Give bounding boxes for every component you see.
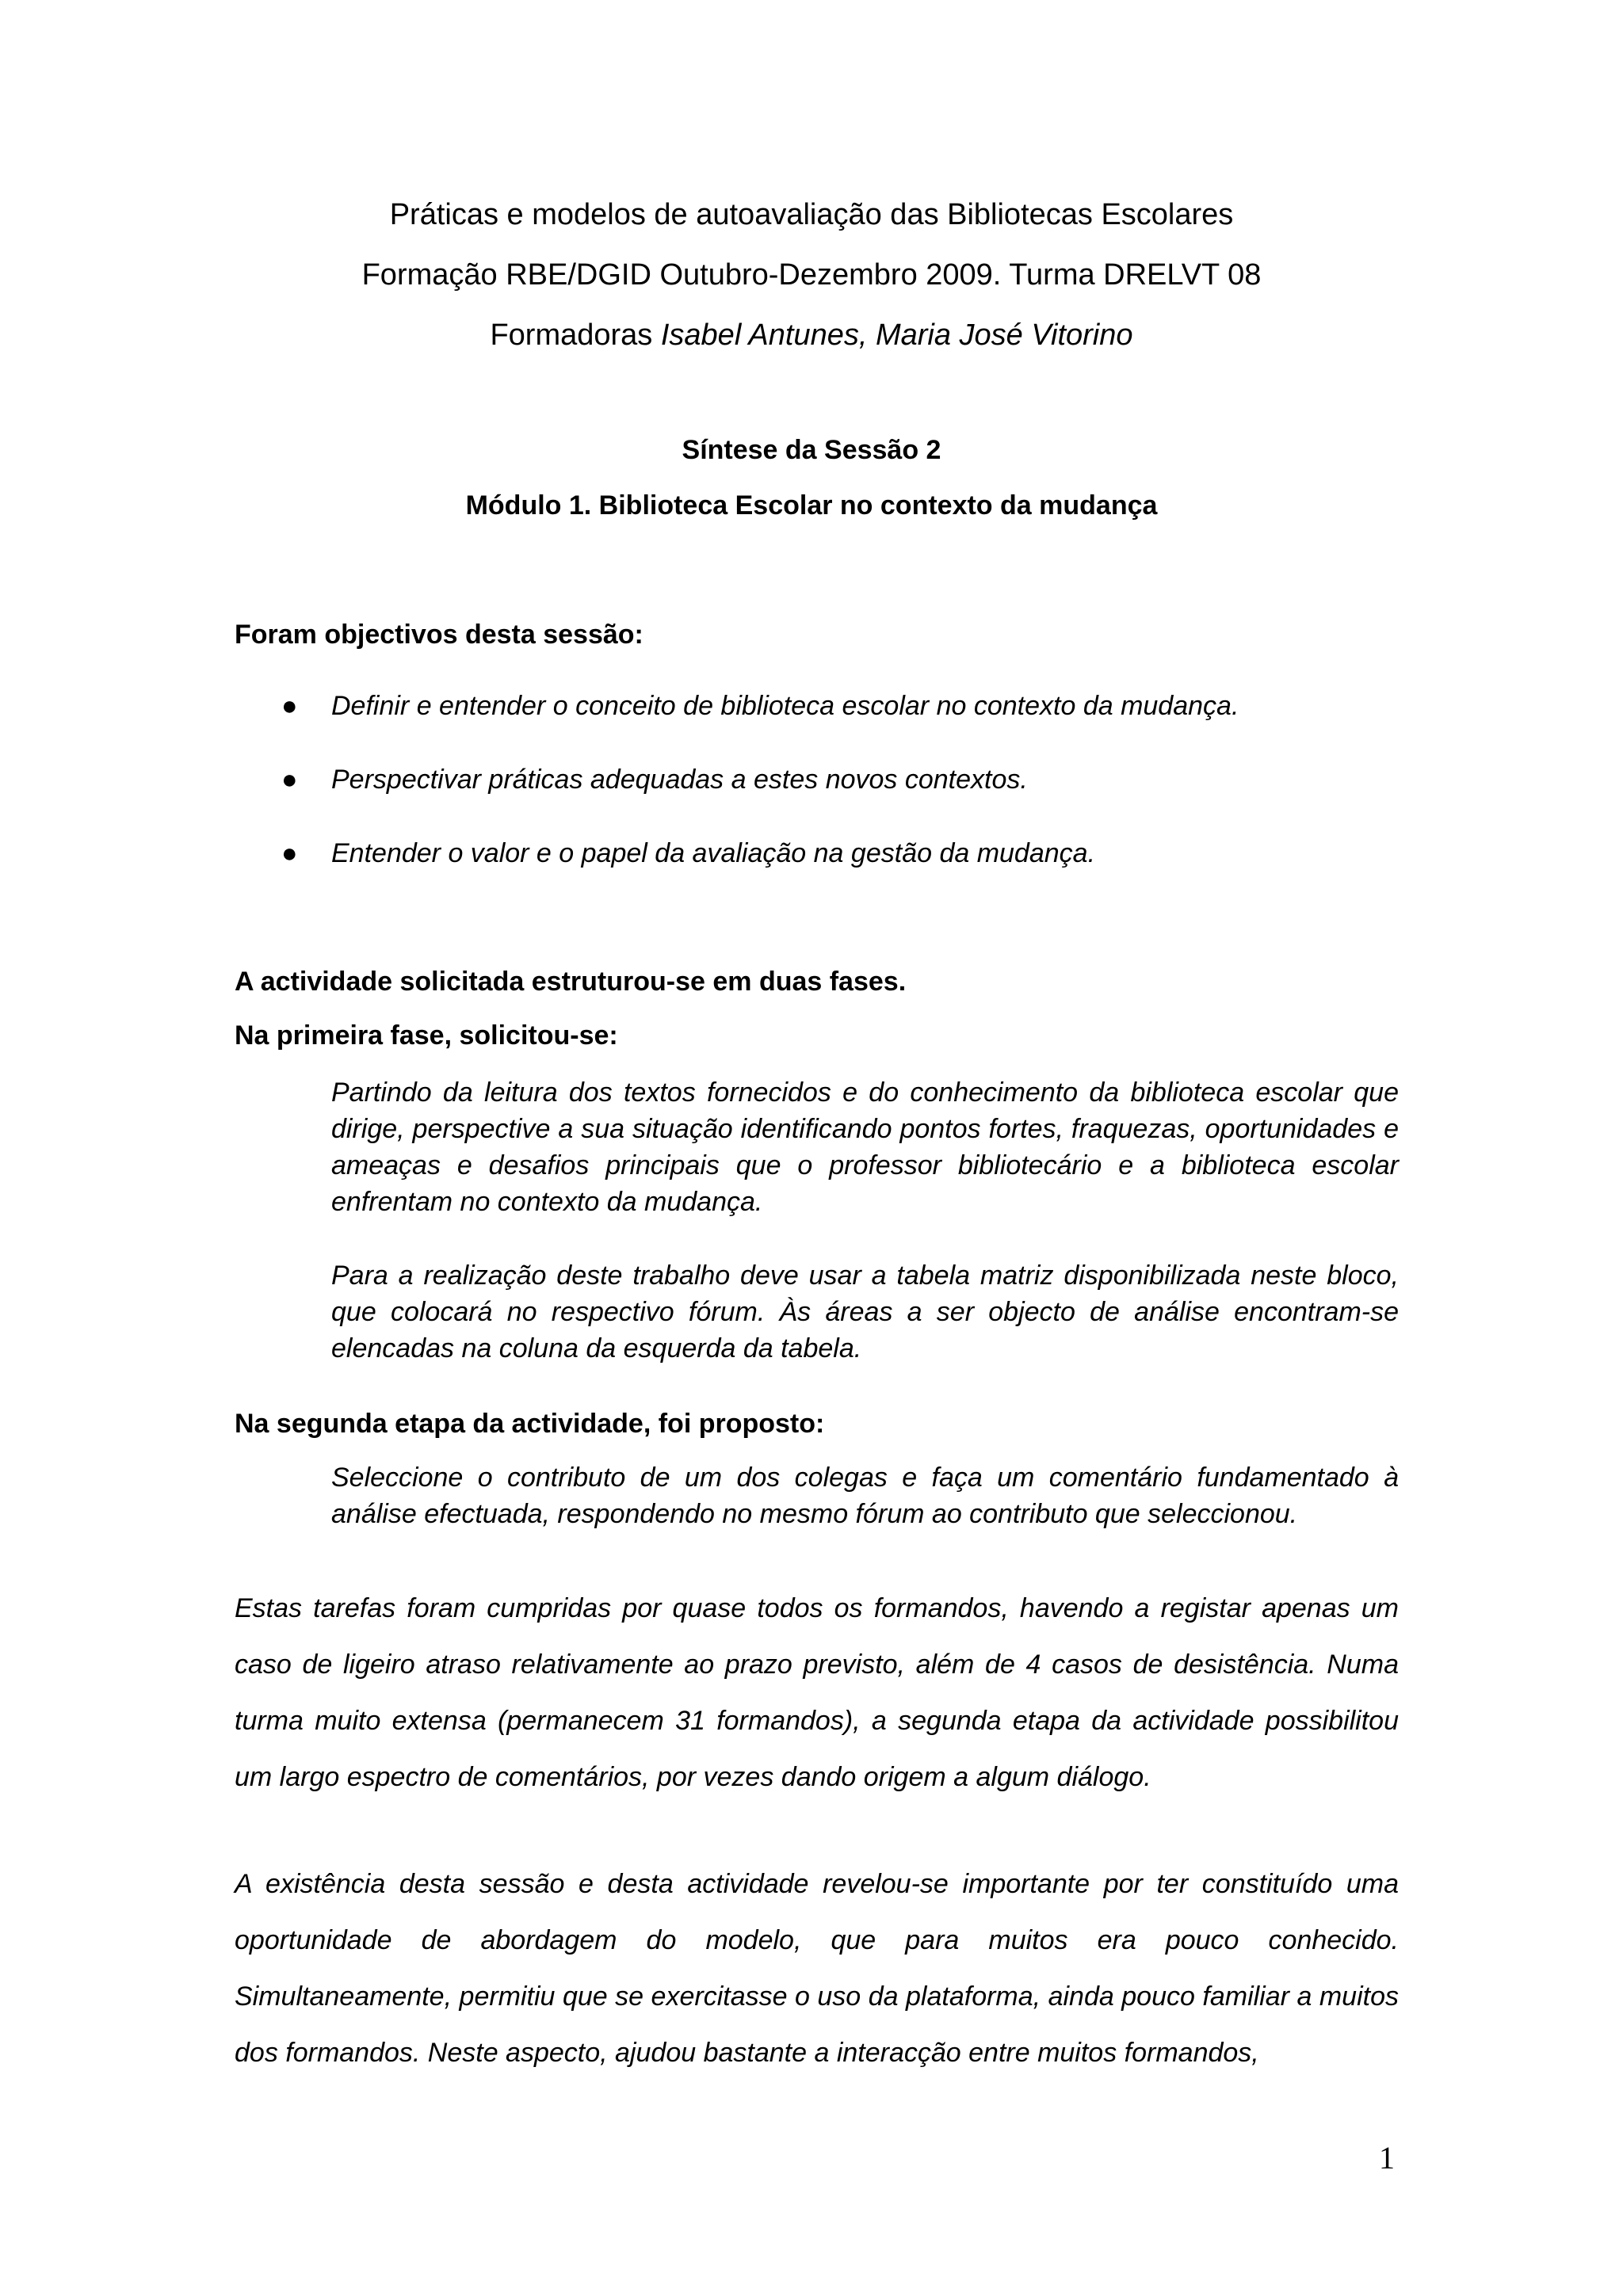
objectives-heading: Foram objectivos desta sessão:	[235, 620, 643, 650]
phase2-quote: Seleccione o contributo de um dos colegas e faça um comentário fundamentado à análise efectuada, respondendo no mesmo fórum ao contributo que seleccionou.	[331, 1463, 1399, 1529]
objective-item: Perspectivar práticas adequadas a estes novos contextos.	[331, 765, 1028, 795]
module-title: Módulo 1. Biblioteca Escolar no contexto da mudança	[465, 490, 1158, 521]
phase2-heading: Na segunda etapa da actividade, foi proposto:	[235, 1409, 825, 1439]
document-title: Práticas e modelos de autoavaliação das Bibliotecas Escolares	[389, 198, 1234, 231]
phase1-quote-2: Para a realização deste trabalho deve usar a tabela matriz disponibilizada neste bloco, que colocará no respectivo fórum. Às áreas a ser objecto de análise encontram-se elencadas na coluna da esquerda da tabela.	[331, 1261, 1399, 1363]
body-paragraph-2: A existência desta sessão e desta actividade revelou-se importante por ter constituído uma oportunidade de abordagem do modelo, que para muitos era pouco conhecido. Simultaneamente, permitiu que se exercitasse o uso da plataforma, ainda pouco familiar a muitos dos formandos. Neste aspecto, ajudou bastante a interacção entre muitos formandos,	[235, 1869, 1399, 2068]
bullet-icon: ●	[281, 765, 298, 795]
trainers-line	[0, 320, 1623, 350]
trainers-names: Isabel Antunes, Maria José Vitorino	[660, 318, 1133, 352]
objective-item: Entender o valor e o papel da avaliação na gestão da mudança.	[331, 838, 1096, 868]
phase1-quote-1: Partindo da leitura dos textos fornecidos e do conhecimento da biblioteca escolar que dirige, perspective a sua situação identificando pontos fortes, fraquezas, oportunidades e ameaças e desafios principais que o professor bibliotecário e a biblioteca escolar enfrentam no contexto da mudança.	[331, 1077, 1399, 1217]
course-line: Formação RBE/DGID Outubro-Dezembro 2009. Turma DRELVT 08	[361, 258, 1262, 292]
body-paragraph-1: Estas tarefas foram cumpridas por quase todos os formandos, havendo a registar apenas um caso de ligeiro atraso relativamente ao prazo previsto, além de 4 casos de desistência. Numa turma muito extensa (permanecem 31 formandos), a segunda etapa da actividade possibilitou um largo espectro de comentários, por vezes dando origem a algum diálogo.	[235, 1593, 1399, 1792]
bullet-icon: ●	[281, 691, 298, 721]
phase1-heading: Na primeira fase, solicitou-se:	[235, 1020, 618, 1051]
session-title: Síntese da Sessão 2	[682, 435, 941, 465]
bullet-icon: ●	[281, 838, 298, 868]
trainers-label: Formadoras	[490, 318, 661, 352]
page-number: 1	[1379, 2140, 1395, 2176]
activity-heading: A actividade solicitada estruturou-se em duas fases.	[235, 967, 907, 997]
objective-item: Definir e entender o conceito de biblioteca escolar no contexto da mudança.	[331, 691, 1239, 721]
